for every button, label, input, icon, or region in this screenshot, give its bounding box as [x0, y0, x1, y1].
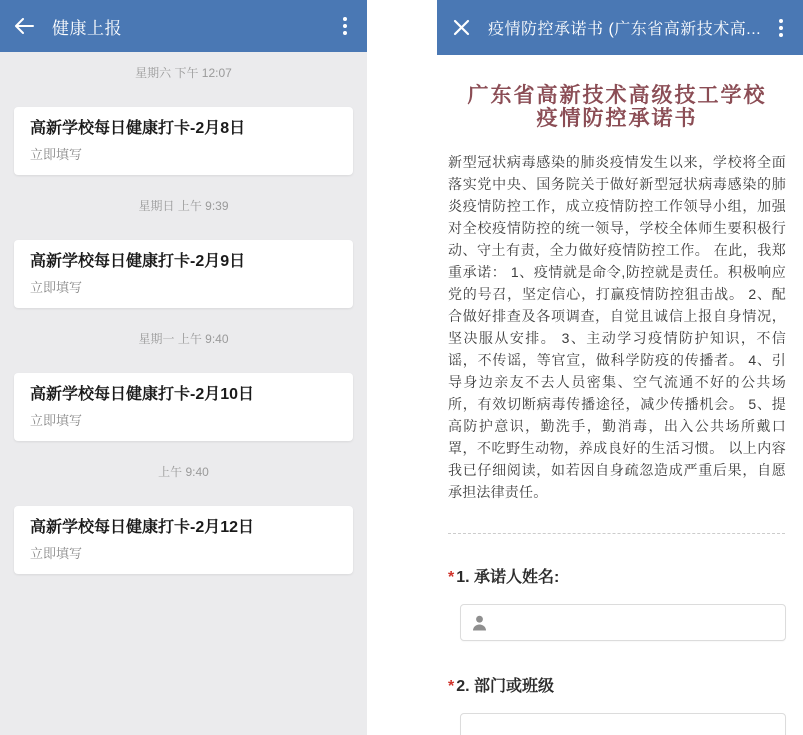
field-label [448, 568, 786, 587]
daily-checkin-card[interactable] [14, 107, 353, 175]
field-label-text: 1. 承诺人姓名: [456, 569, 560, 586]
page-title: 健康上报 [52, 18, 122, 38]
name-input[interactable] [496, 605, 775, 640]
message-group [0, 463, 367, 574]
checkin-card-action: 立即填写 [30, 280, 83, 295]
checkin-card-title: 高新学校每日健康打卡-2月8日 [30, 120, 246, 137]
required-asterisk: * [448, 569, 455, 586]
form-field-department [448, 677, 786, 735]
more-menu-icon[interactable] [339, 13, 351, 39]
dashed-divider [448, 533, 785, 534]
message-group [0, 64, 367, 175]
daily-checkin-card[interactable] [14, 506, 353, 574]
department-input[interactable] [471, 714, 775, 735]
checkin-card-action: 立即填写 [30, 147, 83, 162]
checkin-card-action: 立即填写 [30, 413, 83, 428]
checkin-card-title: 高新学校每日健康打卡-2月10日 [30, 386, 255, 403]
back-icon[interactable] [14, 18, 34, 34]
checkin-card-title: 高新学校每日健康打卡-2月12日 [30, 519, 255, 536]
health-report-appbar [0, 0, 367, 52]
commitment-form-body [437, 84, 803, 735]
department-input-wrap [460, 713, 786, 735]
required-asterisk: * [448, 678, 455, 695]
form-title-line2: 疫情防控承诺书 [536, 107, 698, 130]
person-icon [471, 614, 488, 632]
form-title-line1: 广东省高新技术高级技工学校 [467, 84, 767, 107]
form-intro-paragraph: 新型冠状病毒感染的肺炎疫情发生以来，学校将全面落实党中央、国务院关于做好新型冠状病毒感染的肺炎疫情防控工作，成立疫情防控工作领导小组，加强对全校疫情防控的统一领导，学校全体师生要积极行动、守土有责，全力做好疫情防控工作。 在此，我郑重承诺： 1、疫情就是命令,防控就是责任。积极响应党的号召，坚定信心，打赢疫情防控狙击战。 2、配合做好排查及各项调查，自觉且诚信上报自身情况，坚决服从安排。 3、主动学习疫情防护知识，不信谣，不传谣，等官宣，做科学防疫的传播者。 4、引导身边亲友不去人员密集、空气流通不好的公共场所，有效切断病毒传播途径，减少传播机会。 5、提高防护意识，勤洗手，勤消毒，出入公共场所戴口罩，不吃野生动物，养成良好的生活习惯。 以上内容我已仔细阅读，如若因自身疏忽造成严重后果，自愿承担法律责任。 [448, 154, 786, 500]
checkin-card-action: 立即填写 [30, 546, 83, 561]
close-icon[interactable] [453, 19, 470, 36]
message-timestamp: 上午 9:40 [158, 465, 209, 479]
chat-message-list [0, 52, 367, 574]
message-group [0, 330, 367, 441]
checkin-card-title: 高新学校每日健康打卡-2月9日 [30, 253, 246, 270]
daily-checkin-card[interactable] [14, 373, 353, 441]
name-input-wrap [460, 604, 786, 641]
message-timestamp: 星期日 上午 9:39 [138, 199, 229, 213]
health-report-screen [0, 0, 367, 735]
message-timestamp: 星期六 下午 12:07 [135, 66, 232, 80]
commitment-form-screen [437, 0, 803, 735]
message-group [0, 197, 367, 308]
form-title [448, 84, 786, 130]
commitment-form-appbar [437, 0, 803, 55]
form-field-name [448, 568, 786, 641]
more-menu-icon[interactable] [775, 15, 787, 41]
form-page-title: 疫情防控承诺书 (广东省高新技术高... [488, 21, 762, 38]
daily-checkin-card[interactable] [14, 240, 353, 308]
field-label-text: 2. 部门或班级 [456, 678, 555, 695]
field-label [448, 677, 786, 696]
message-timestamp: 星期一 上午 9:40 [138, 332, 229, 346]
